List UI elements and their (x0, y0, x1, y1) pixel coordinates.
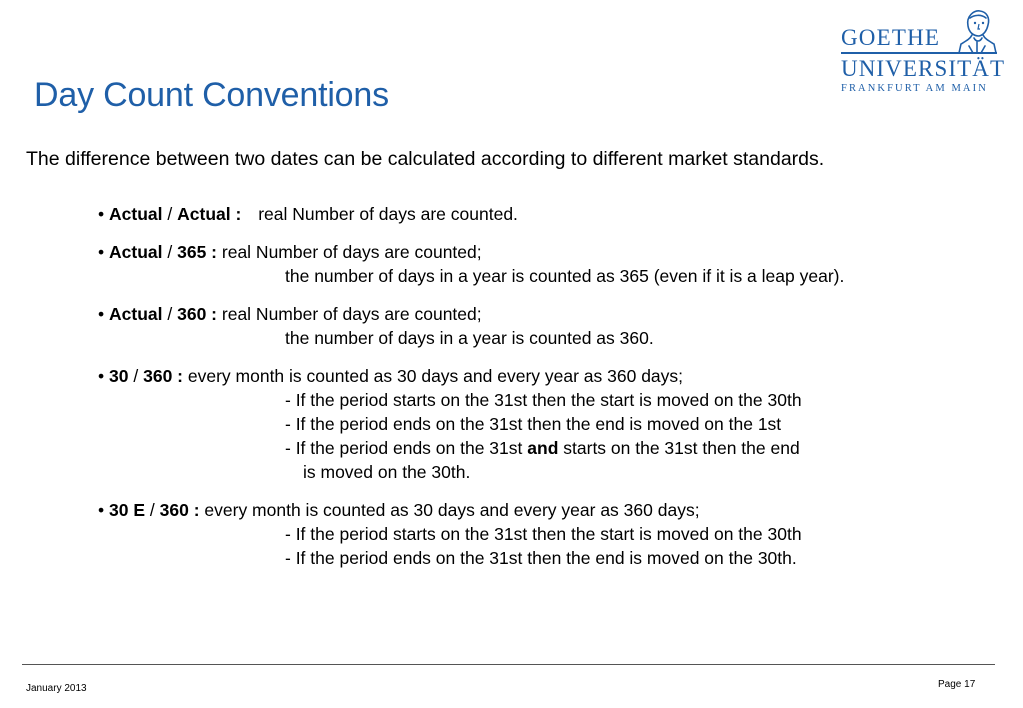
item-continuation: - If the period starts on the 31st then the start is moved on the 30th (285, 524, 802, 544)
page-title: Day Count Conventions (34, 76, 389, 114)
term-b: 360 : (177, 304, 218, 324)
term-b: 360 : (159, 500, 200, 520)
bullet: • (98, 204, 105, 224)
term-b: Actual : (177, 204, 242, 224)
item-continuation: is moved on the 30th. (303, 462, 471, 482)
item-description: every month is counted as 30 days and every year as 360 days; (187, 366, 684, 386)
intro-text: The difference between two dates can be calculated according to different market standards. (26, 148, 825, 170)
term-separator: / (149, 500, 155, 520)
item-continuation (98, 436, 998, 460)
item-continuation: - If the period ends on the 31st then the end is moved on the 1st (285, 414, 782, 434)
page-number: Page 17 (938, 679, 976, 690)
list-item-actual-360 (98, 302, 998, 350)
bullet: • (98, 500, 105, 520)
item-continuation: - If the period starts on the 31st then the start is moved on the 30th (285, 390, 802, 410)
item-description: real Number of days are counted. (258, 204, 518, 224)
term-a: Actual (109, 304, 163, 324)
logo-line-goethe: GOETHE (841, 25, 941, 50)
bullet: • (98, 366, 105, 386)
item-continuation: the number of days in a year is counted as 365 (even if it is a leap year). (285, 266, 845, 286)
term-separator: / (167, 304, 173, 324)
continuation-emphasis: and (527, 438, 559, 458)
term-b: 360 : (143, 366, 183, 386)
list-item-actual-365 (98, 240, 998, 288)
list-item-30e-360 (98, 498, 998, 570)
logo-line-universitaet: UNIVERSITÄT (841, 56, 1006, 81)
term-separator: / (133, 366, 139, 386)
list-item-30-360 (98, 364, 998, 484)
footer-divider (22, 664, 995, 665)
logo-line-city: FRANKFURT AM MAIN (841, 83, 988, 94)
item-description: every month is counted as 30 days and every year as 360 days; (204, 500, 700, 520)
item-description: real Number of days are counted; (221, 242, 482, 262)
term-separator: / (167, 242, 173, 262)
bullet: • (98, 304, 105, 324)
term-b: 365 : (177, 242, 218, 262)
term-a: 30 (109, 366, 129, 386)
continuation-text: - If the period ends on the 31st (285, 438, 523, 458)
term-a: 30 E (109, 500, 146, 520)
term-a: Actual (109, 204, 163, 224)
list-item-actual-actual (98, 202, 998, 226)
term-a: Actual (109, 242, 163, 262)
goethe-bust-icon (954, 8, 1000, 54)
convention-list (98, 202, 998, 584)
item-continuation: the number of days in a year is counted as 360. (285, 328, 654, 348)
footer-date: January 2013 (26, 683, 87, 694)
university-logo (841, 8, 1006, 98)
continuation-text: starts on the 31st then the end (563, 438, 800, 458)
logo-divider (841, 52, 997, 54)
item-continuation: - If the period ends on the 31st then the end is moved on the 30th. (285, 548, 797, 568)
item-description: real Number of days are counted; (221, 304, 482, 324)
term-separator: / (167, 204, 173, 224)
bullet: • (98, 242, 105, 262)
